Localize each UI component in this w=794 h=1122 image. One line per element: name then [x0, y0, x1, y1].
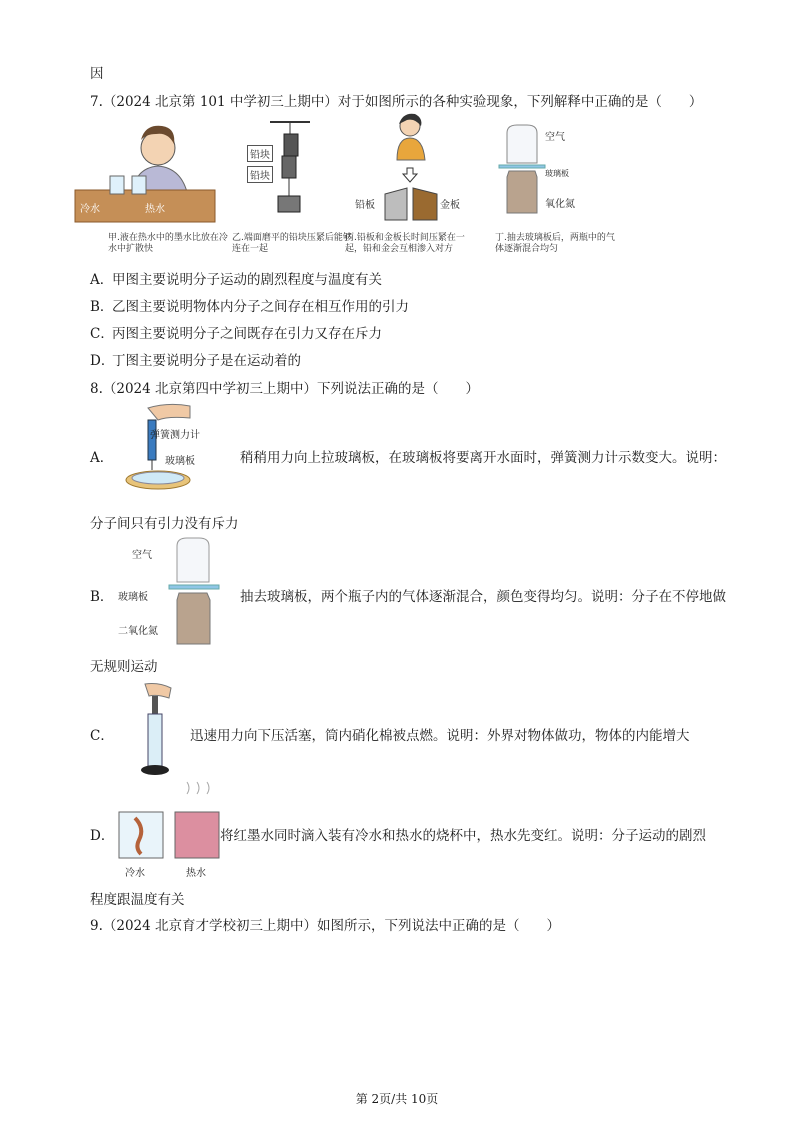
q7-caption-bing: 丙.铅板和金板长时间压紧在一起，铅和金会互相渗入对方 [345, 233, 465, 254]
q8-option-a-letter[interactable]: A． [90, 450, 114, 466]
q8-c-text: 迅速用力向下压活塞，筒内硝化棉被点燃。说明：外界对物体做功，物体的内能增大 [190, 728, 690, 744]
q7-option-d-letter: D． [90, 353, 115, 369]
q7-label-glass: 玻璃板 [545, 169, 569, 178]
q7-caption-ding: 丁.抽去玻璃板后，两瓶中的气体逐渐混合均匀 [495, 233, 615, 254]
q8-b-label-gas: 二氧化氮 [118, 626, 158, 637]
q7-label-lead-plate: 铅板 [355, 200, 375, 211]
q7-caption-jia: 甲.液在热水中的墨水比放在冷水中扩散快 [108, 233, 228, 254]
q8-d-text: 将红墨水同时滴入装有冷水和热水的烧杯中，热水先变红。说明：分子运动的剧烈 [220, 828, 706, 844]
q8-a-label-glass: 玻璃板 [165, 456, 195, 467]
q8-b-text: 抽去玻璃板，两个瓶子内的气体逐渐混合，颜色变得均匀。说明：分子在不停地做 [240, 589, 726, 605]
q8-a-text: 稍稍用力向上拉玻璃板，在玻璃板将要离开水面时，弹簧测力计示数变大。说明： [240, 450, 726, 466]
q7-option-a[interactable] [90, 268, 382, 288]
q8-a-label-spring: 弹簧测力计 [150, 430, 200, 441]
q7-label-cold: 冷水 [80, 204, 100, 215]
q8-d-figure [115, 788, 225, 868]
q8-c-figure [135, 682, 180, 782]
q8-b-label-glass: 玻璃板 [118, 592, 148, 603]
q8-d-label-hot: 热水 [186, 868, 206, 879]
q8-option-d-letter[interactable]: D． [90, 828, 115, 844]
q7-option-b-text: 乙图主要说明物体内分子之间存在相互作用的引力 [112, 299, 409, 315]
q7-option-d-text: 丁图主要说明分子是在运动着的 [112, 353, 301, 369]
q7-label-gas: 氧化氮 [545, 199, 575, 210]
q8-b-text-cont: 无规则运动 [90, 659, 158, 675]
q7-option-d[interactable] [90, 349, 301, 369]
q8-d-text-cont: 程度跟温度有关 [90, 892, 185, 908]
q8-b-figure [165, 538, 225, 648]
q7-option-c[interactable] [90, 322, 382, 342]
q7-label-air: 空气 [545, 132, 565, 143]
q7-option-b[interactable] [90, 295, 409, 315]
q7-stem: 7.（2024 北京第 101 中学初三上期中）对于如图所示的各种实验现象，下列解释中正确的是（ ） [90, 94, 703, 110]
q8-a-text-cont: 分子间只有引力没有斥力 [90, 516, 239, 532]
q7-option-c-text: 丙图主要说明分子之间既存在引力又存在斥力 [112, 326, 382, 342]
q7-label-gold-plate: 金板 [440, 200, 460, 211]
q7-label-lead-bottom: 铅块 [247, 166, 273, 183]
page-footer: 第 2页/共 10页 [355, 1092, 439, 1106]
q8-a-figure [118, 402, 193, 494]
q8-option-b-letter[interactable]: B． [90, 589, 114, 605]
q7-option-b-letter: B． [90, 299, 114, 315]
previous-answer-tail: 因 [90, 66, 104, 82]
q7-caption-yi: 乙.端面磨平的铅块压紧后能够连在一起 [232, 233, 352, 254]
q7-option-a-letter: A． [90, 272, 114, 288]
q7-label-lead-top: 铅块 [247, 145, 273, 162]
q7-option-a-text: 甲图主要说明分子运动的剧烈程度与温度有关 [112, 272, 382, 288]
q7-option-c-letter: C． [90, 326, 114, 342]
q8-b-label-air: 空气 [132, 550, 152, 561]
q9-stem: 9.（2024 北京育才学校初三上期中）如图所示，下列说法中正确的是（ ） [90, 918, 561, 934]
q8-stem: 8.（2024 北京第四中学初三上期中）下列说法正确的是（ ） [90, 381, 480, 397]
q7-label-hot: 热水 [145, 204, 165, 215]
q8-d-label-cold: 冷水 [125, 868, 145, 879]
q8-option-c-letter[interactable]: C． [90, 728, 114, 744]
